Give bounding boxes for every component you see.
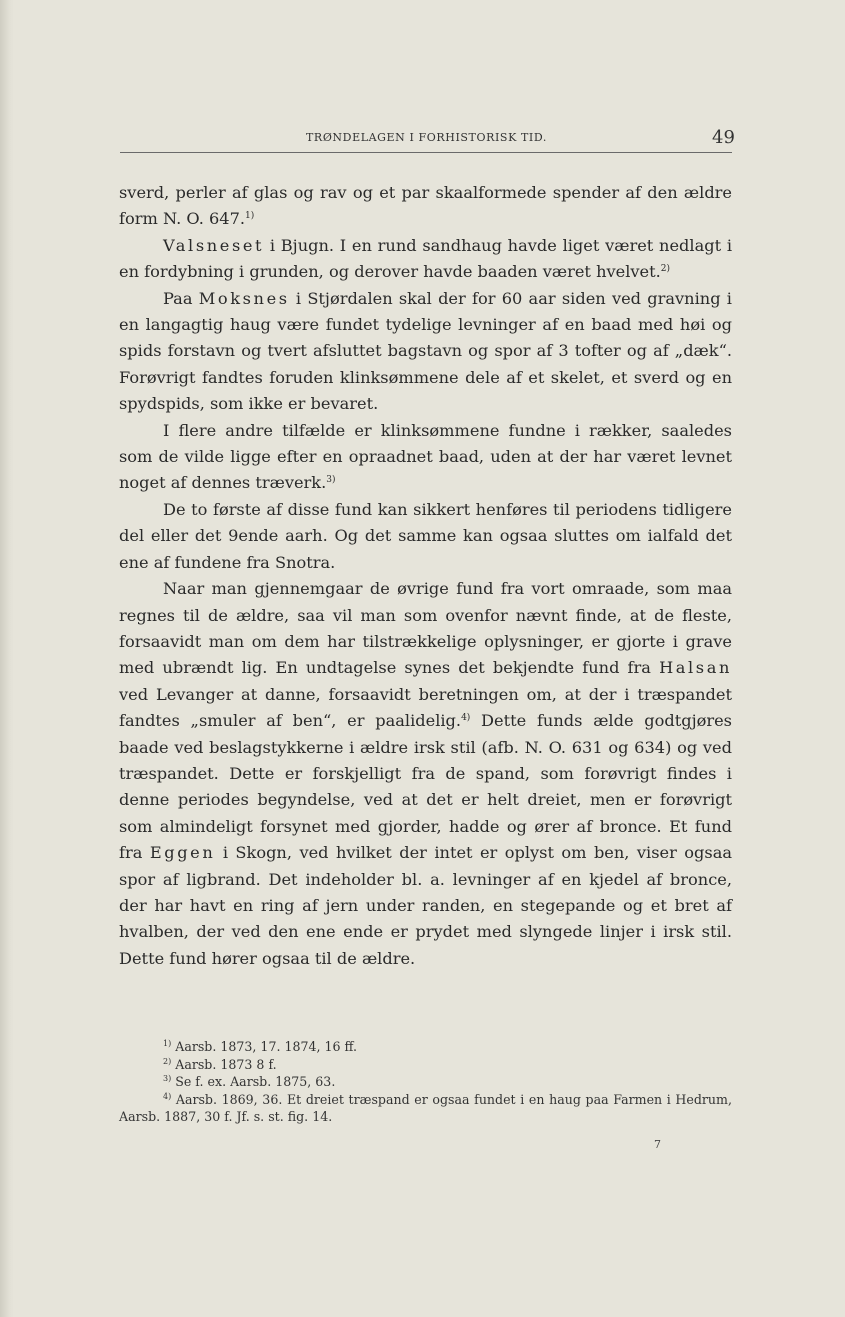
place-name-moksnes: Moksnes <box>198 288 290 308</box>
paragraph-1 <box>119 180 732 233</box>
paragraph-4-text: I flere andre tilfælde er klinksømmene fundne i rækker, saaledes som de vilde ligge efter en opraadnet baad, uden at der har været levnet noget af dennes træverk. <box>119 420 732 493</box>
running-head: TRØNDELAGEN I FORHISTORISK TID. <box>306 131 547 144</box>
footnote-mark: 1) <box>163 1039 172 1048</box>
paragraph-6-text-a: Naar man gjennemgaar de øvrige fund fra vort omraade, som maa regnes til de ældre, saa vil man som ovenfor nævnt finde, at de fleste, forsaavidt man om dem har tilstrækkelige oplysninger, er gjorte i grave med ubrændt lig. En undtagelse synes det bekjendte fund fra <box>119 579 732 678</box>
paragraph-3-lead: Paa <box>163 288 199 308</box>
footnote-mark: 3) <box>163 1074 172 1084</box>
paragraph-6-text-d: i Skogn, ved hvilket der intet er oplyst om ben, viser ogsaa spor af ligbrand. Det indeholder bl. a. levninger af en kjedel af bronce, der har havt en ring af jern under randen, en stegepande og et bret af hvalben, der ved den ene ende er prydet med slyngede linjer i irsk stil. Dette fund hører ogsaa til de ældre. <box>119 843 732 968</box>
footnote-2 <box>119 1056 732 1074</box>
paragraph-2-text: i Bjugn. I en rund sandhaug havde liget været nedlagt i en fordybning i grunden, og derover havde baaden været hvelvet. <box>119 235 732 282</box>
footnote-mark: 4) <box>163 1091 172 1101</box>
printer-signature-mark: 7 <box>654 1138 661 1151</box>
footnote-ref-1: 1) <box>245 211 255 222</box>
footnote-text: Aarsb. 1869, 36. Et dreiet træspand er ogsaa fundet i en haug paa Farmen i Hedrum, Aarsb. 1887, 30 f. Jf. s. st. fig. 14. <box>119 1091 732 1125</box>
footnote-mark: 2) <box>163 1056 172 1066</box>
paragraph-6 <box>119 576 732 972</box>
paragraph-5-text: De to første af disse fund kan sikkert henføres til periodens tidligere del eller det 9ende aarh. Og det samme kan ogsaa sluttes om ialfald det ene af fundene fra Snotra. <box>119 499 732 572</box>
place-name-eggen: Eggen <box>149 843 216 863</box>
footnote-text: Aarsb. 1873 8 f. <box>171 1056 277 1072</box>
paragraph-2 <box>119 233 732 286</box>
footnote-text: Aarsb. 1873, 17. 1874, 16 ff. <box>171 1039 358 1054</box>
page-edge-shadow <box>0 0 14 1317</box>
paragraph-5 <box>119 497 732 576</box>
page-number: 49 <box>712 127 735 148</box>
footnote-1 <box>119 1038 732 1056</box>
paragraph-6-text-b: ved Levanger at danne, forsaavidt beretningen om, at der i træspandet fandtes „smuler af ben“, er paalidelig. <box>119 684 732 731</box>
footnote-4 <box>119 1091 732 1126</box>
footnote-text: Se f. ex. Aarsb. 1875, 63. <box>171 1074 336 1090</box>
paragraph-3 <box>119 286 732 418</box>
footnote-ref-2: 2) <box>660 264 671 275</box>
footnote-ref-4: 4) <box>461 713 471 724</box>
paragraph-4 <box>119 418 732 497</box>
footnotes <box>119 1038 732 1126</box>
body-text <box>119 180 732 972</box>
footnote-ref-3: 3) <box>326 475 336 486</box>
paragraph-3-text: i Stjørdalen skal der for 60 aar siden ved gravning i en langagtig haug være fundet tydelige levninger af en baad med høi og spids forstavn og tvert afsluttet bagstavn og spor af 3 tofter og af „dæk“. Forøvrigt fandtes foruden klinksømmene dele af et skelet, et sverd og en spydspids, som ikke er bevaret. <box>119 288 732 414</box>
header-rule <box>120 152 732 153</box>
place-name-halsan: Halsan <box>659 658 732 678</box>
paragraph-1-text: sverd, perler af glas og rav og et par skaalformede spender af den ældre form N. O. 647. <box>119 183 732 229</box>
place-name-valsneset: Valsneset <box>163 235 265 255</box>
paragraph-6-text-c: Dette funds ælde godtgjøres baade ved beslagstykkerne i ældre irsk stil (afb. N. O. 631 og 634) og ved træspandet. Dette er forskjelligt fra de spand, som forøvrigt findes i denne periodes begyndelse, ved at det er helt dreiet, men er forøvrigt som almindeligt forsynet med gjorder, hadde og ører af bronce. Et fund fra <box>119 711 732 863</box>
footnote-3 <box>119 1073 732 1091</box>
